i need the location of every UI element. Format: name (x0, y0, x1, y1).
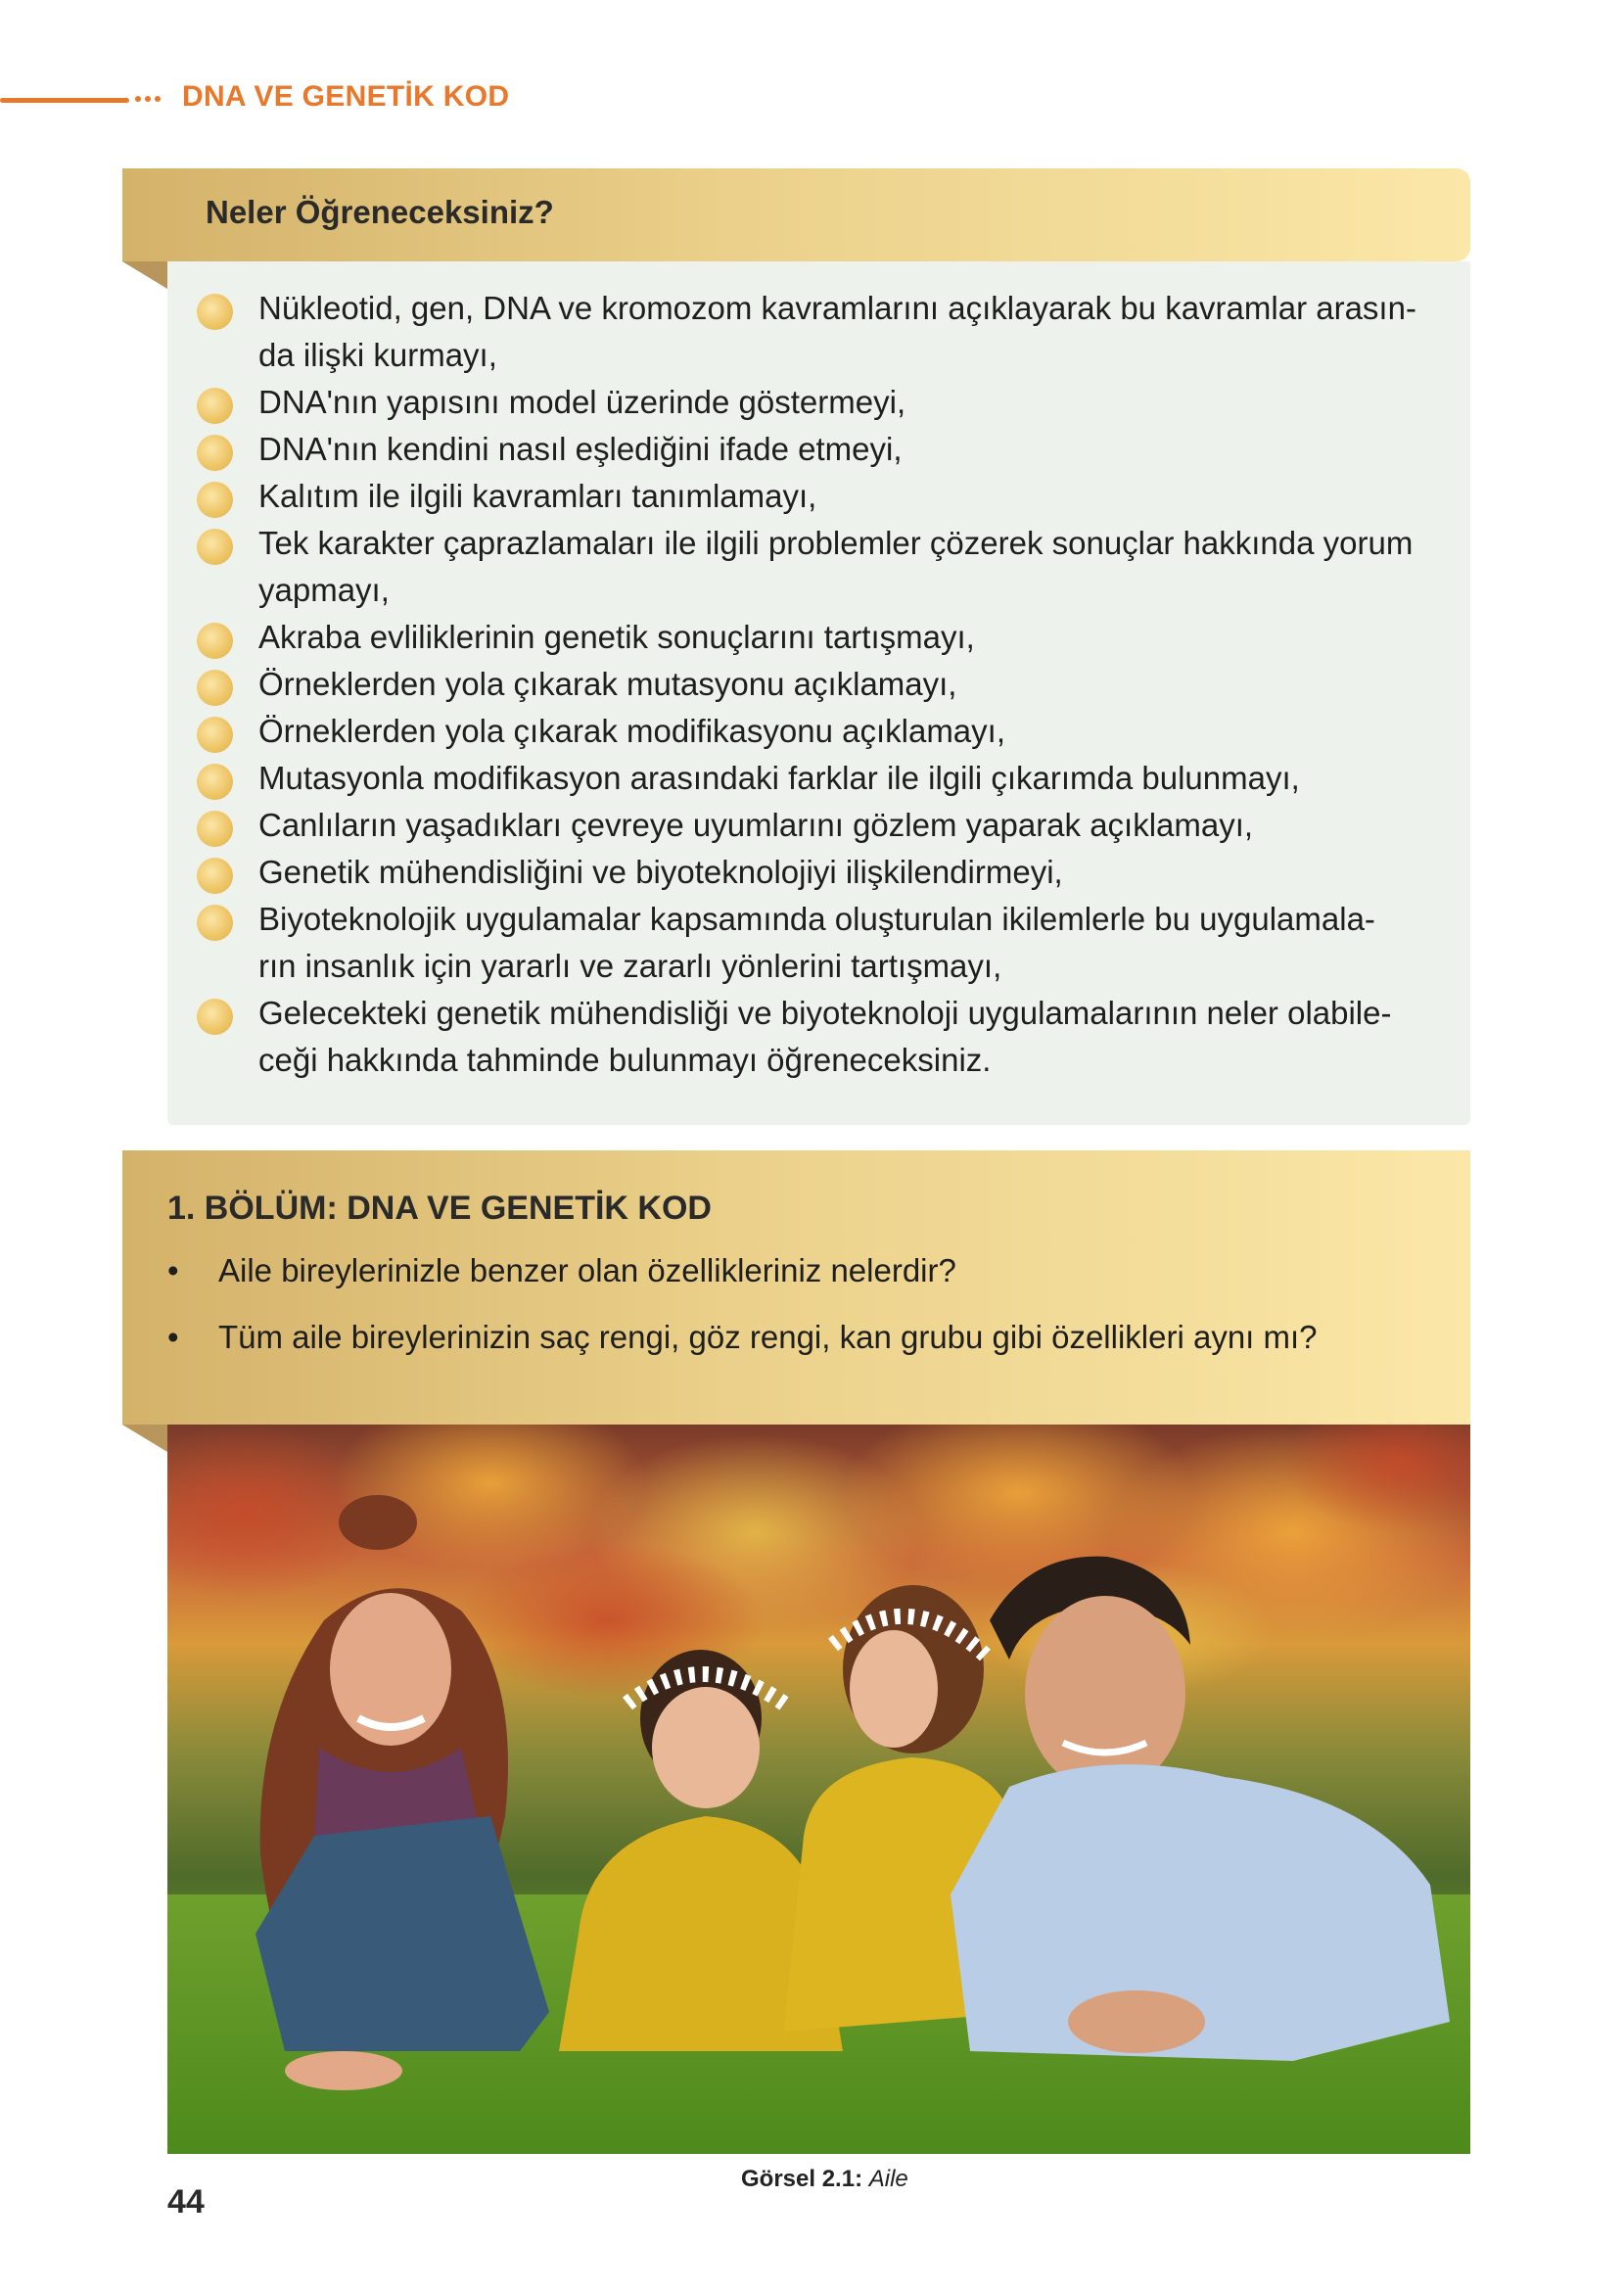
bullet-icon (197, 764, 233, 800)
question-text: Aile bireylerinizle benzer olan özellikleriniz nelerdir? (218, 1252, 956, 1288)
header-rule (0, 98, 129, 103)
chapter-header: DNA VE GENETİK KOD (182, 80, 510, 113)
section-question (167, 1252, 956, 1289)
objective-text: DNA'nın yapısını model üzerinde göstermeyi, (258, 384, 906, 420)
objective-text: Örneklerden yola çıkarak modifikasyonu açıklamayı, (258, 713, 1005, 749)
objective-text: Akraba evliliklerinin genetik sonuçlarını tartışmayı, (258, 619, 975, 655)
objective-item (167, 708, 1470, 755)
question-text: Tüm aile bireylerinizin saç rengi, göz rengi, kan grubu gibi özellikleri aynı mı? (218, 1319, 1318, 1355)
objectives-header (122, 168, 1470, 261)
objective-item (167, 285, 1470, 379)
caption-label: Görsel 2.1: (741, 2166, 863, 2192)
objective-text: Genetik mühendisliğini ve biyoteknolojiyi ilişkilendirmeyi, (258, 854, 1063, 890)
objective-item (167, 990, 1470, 1084)
bullet-icon (197, 811, 233, 847)
bullet-icon (197, 717, 233, 753)
objective-item (167, 896, 1470, 990)
section-intro-box (122, 1150, 1470, 1425)
caption-text: Aile (868, 2166, 908, 2192)
objectives-panel (167, 261, 1470, 1125)
question-bullet: • (167, 1252, 179, 1288)
objective-item (167, 473, 1470, 520)
objective-item (167, 849, 1470, 896)
objective-item (167, 426, 1470, 473)
objective-text: Gelecekteki genetik mühendisliği ve biyoteknoloji uygulamalarının neler olabile- ceği hakkında tahminde bulunmayı öğreneceksiniz. (258, 995, 1392, 1078)
bullet-icon (197, 670, 233, 706)
objective-text: Nükleotid, gen, DNA ve kromozom kavramlarını açıklayarak bu kavramlar arasın- da ilişki kurmayı, (258, 290, 1416, 373)
objective-text: Canlıların yaşadıkları çevreye uyumlarını gözlem yaparak açıklamayı, (258, 807, 1254, 843)
bullet-icon (197, 858, 233, 894)
objectives-list (167, 285, 1470, 1084)
bullet-icon (197, 999, 233, 1035)
question-bullet: • (167, 1319, 179, 1355)
family-photo (167, 1425, 1470, 2154)
bullet-icon (197, 294, 233, 330)
objective-text: Mutasyonla modifikasyon arasındaki farklar ile ilgili çıkarımda bulunmayı, (258, 760, 1300, 796)
section-question (167, 1319, 1318, 1356)
family-photo-illustration (167, 1425, 1470, 2154)
section-title: 1. BÖLÜM: DNA VE GENETİK KOD (167, 1190, 712, 1227)
ribbon-fold (122, 261, 167, 289)
objective-item (167, 755, 1470, 802)
bullet-icon (197, 529, 233, 565)
bullet-icon (197, 905, 233, 941)
bullet-icon (197, 388, 233, 424)
bullet-icon (197, 482, 233, 518)
objectives-title: Neler Öğreneceksiniz? (206, 194, 554, 230)
figure-caption (741, 2166, 908, 2193)
objective-item (167, 661, 1470, 708)
objective-text: DNA'nın kendini nasıl eşlediğini ifade etmeyi, (258, 431, 903, 467)
objective-item (167, 614, 1470, 661)
bullet-icon (197, 435, 233, 471)
objective-text: Biyoteknolojik uygulamalar kapsamında oluşturulan ikilemlerle bu uygulamala- rın insanlık için yararlı ve zararlı yönlerini tartışmayı, (258, 901, 1375, 984)
page-number: 44 (167, 2183, 205, 2221)
objective-text: Kalıtım ile ilgili kavramları tanımlamayı, (258, 478, 817, 514)
objective-item (167, 802, 1470, 849)
objective-text: Tek karakter çaprazlamaları ile ilgili problemler çözerek sonuçlar hakkında yorum yapmayı, (258, 525, 1414, 608)
header-dots (135, 96, 161, 102)
objective-text: Örneklerden yola çıkarak mutasyonu açıklamayı, (258, 666, 957, 702)
objective-item (167, 379, 1470, 426)
objective-item (167, 520, 1470, 614)
bullet-icon (197, 623, 233, 659)
ribbon-fold (122, 1425, 167, 1452)
